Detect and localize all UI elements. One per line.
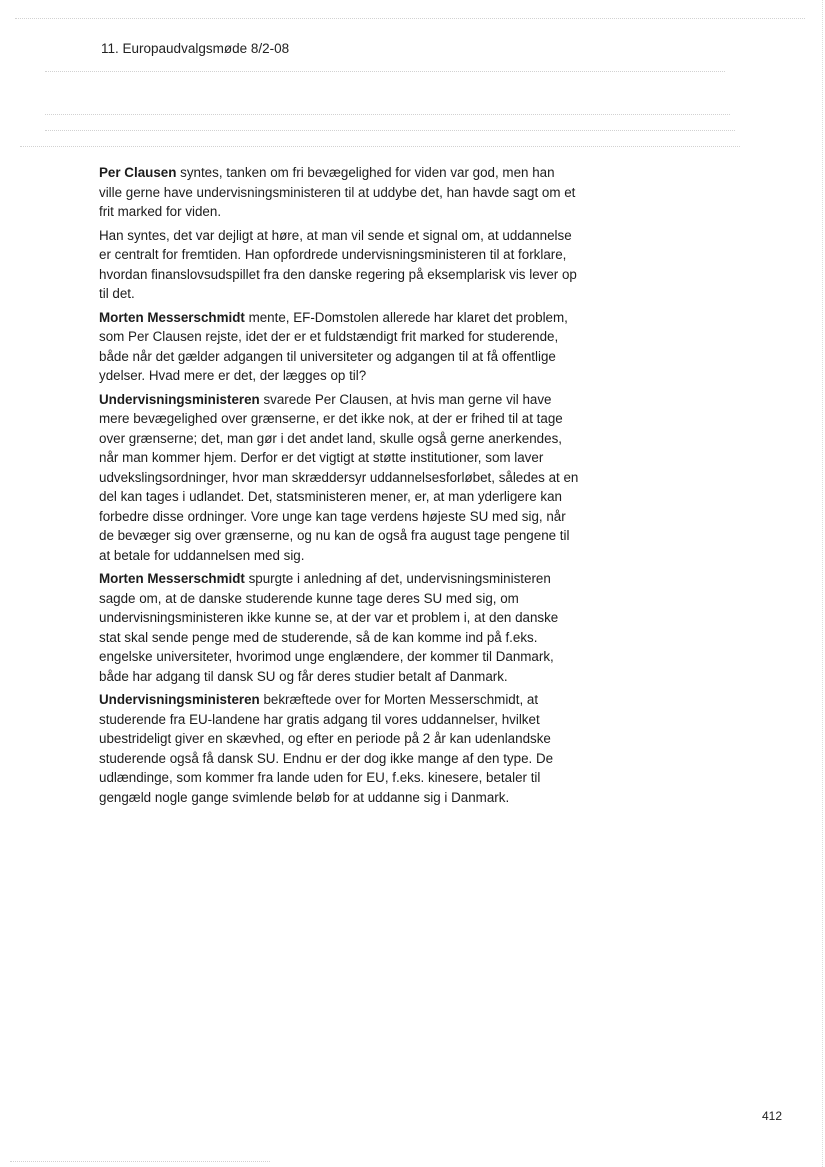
scan-artifact-line <box>10 1161 270 1162</box>
scan-artifact-line <box>15 18 805 19</box>
scan-artifact-line <box>45 71 725 72</box>
scan-artifact-line <box>20 146 740 147</box>
paragraph <box>99 226 579 304</box>
speaker-name: Undervisningsministeren <box>99 391 260 407</box>
page-header: 11. Europaudvalgsmøde 8/2-08 <box>101 41 290 56</box>
speaker-name: Morten Messerschmidt <box>99 309 245 325</box>
paragraph-text: syntes, tanken om fri bevægelighed for viden var god, men han ville gerne have undervisningsministeren til at uddybe det, han havde sagt om et frit marked for viden. <box>99 165 576 219</box>
body-text <box>99 163 579 811</box>
paragraph-text: mente, EF-Domstolen allerede har klaret det problem, som Per Clausen rejste, idet der er et fuldstændigt frit marked for studerende, både når det gælder adgangen til universiteter og adgangen til at få offentlige ydelser. Hvad mere er det, der lægges op til? <box>99 309 568 383</box>
paragraph <box>99 569 579 686</box>
scan-artifact-edge <box>822 0 823 1167</box>
paragraph <box>99 163 579 222</box>
paragraph-text: svarede Per Clausen, at hvis man gerne vil have mere bevægelighed over grænserne, er det ikke nok, at der er frihed til at tage over grænserne; det, man gør i det andet land, skulle også gerne anerkendes, når man kommer hjem. Derfor er det vigtigt at støtte institutioner, som laver udvekslingsordninger, hvor man skræddersyr uddannelsesforløbet, således at en del kan tages i udlandet. Det, statsministeren mener, er, at man yderligere kan forbedre disse ordninger. Vore unge kan tage verdens højeste SU med sig, når de bevæger sig over grænserne, og nu kan de også fra august tage pengene til at betale for uddannelsen med sig. <box>99 391 579 563</box>
page-number: 412 <box>762 1109 783 1123</box>
scan-artifact-line <box>45 114 730 115</box>
paragraph-text: spurgte i anledning af det, undervisningsministeren sagde om, at de danske studerende kunne tage deres SU med sig, om undervisningsministeren ikke kunne se, at der var et problem i, at den danske stat skal sende penge med de studerende, så de kan komme ind på f.eks. engelske universiteter, hvorimod unge englændere, der kommer til Danmark, både har adgang til dansk SU og får deres studier betalt af Danmark. <box>99 571 559 684</box>
speaker-name: Undervisningsministeren <box>99 692 260 707</box>
scan-artifact-line <box>45 130 735 131</box>
paragraph <box>99 390 579 566</box>
speaker-name: Morten Messerschmidt <box>99 571 245 586</box>
paragraph <box>99 690 579 807</box>
paragraph <box>99 308 579 386</box>
speaker-name: Per Clausen <box>99 165 177 180</box>
paragraph-text: bekræftede over for Morten Messerschmidt, at studerende fra EU-landene har gratis adgang til vores uddannelser, hvilket ubestrideligt giver en skævhed, og efter en periode på 2 år kan udenlandske studerende også få dansk SU. Endnu er der dog ikke mange af den type. De udlændinge, som kommer fra lande uden for EU, f.eks. kinesere, betaler til gengæld nogle gange svimlende beløb for at uddanne sig i Danmark. <box>99 692 554 805</box>
paragraph-text: Han syntes, det var dejligt at høre, at man vil sende et signal om, at uddannelse er centralt for fremtiden. Han opfordrede undervisningsministeren til at forklare, hvordan finanslovsudspillet fra den danske regering på eksemplarisk vis lever op til det. <box>99 227 577 301</box>
